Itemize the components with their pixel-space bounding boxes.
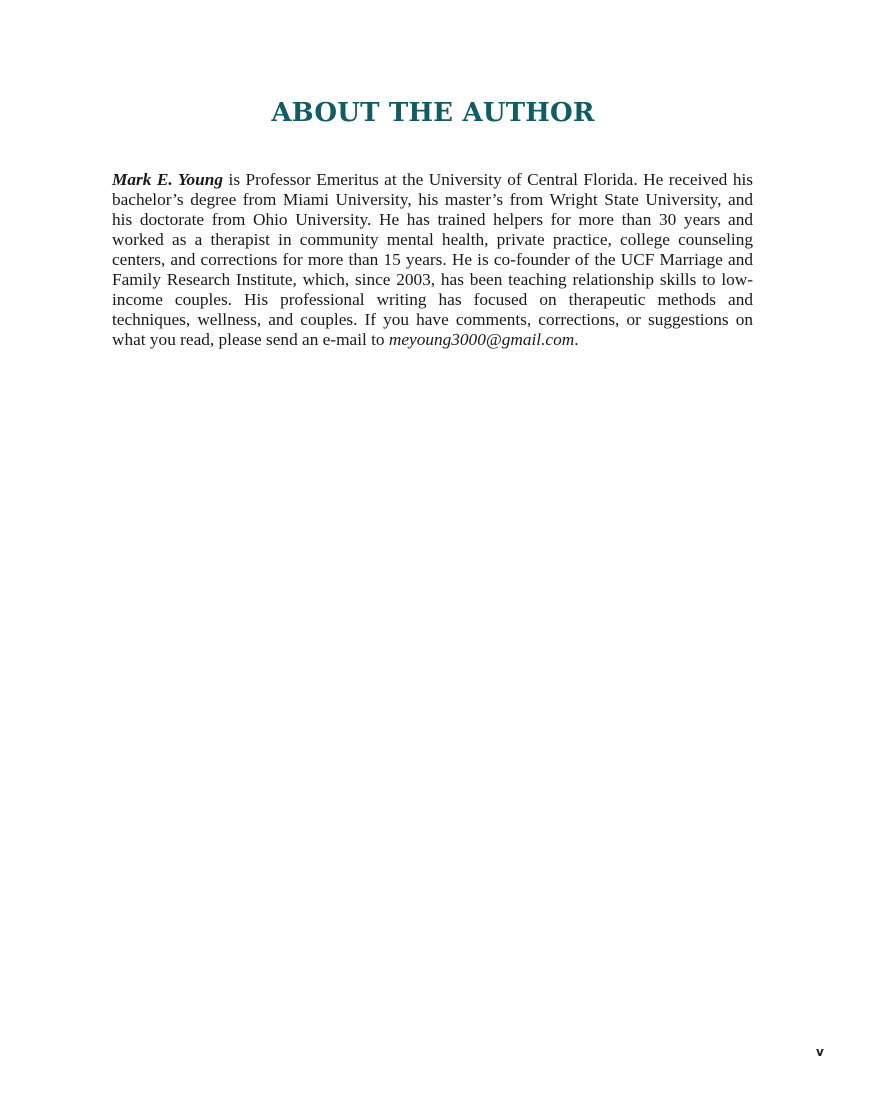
page-number: v bbox=[816, 1045, 824, 1059]
page-title: ABOUT THE AUTHOR bbox=[271, 98, 595, 128]
author-name: Mark E. Young bbox=[112, 170, 224, 189]
bio-text: is Professor Emeritus at the University of Central Florida. He received his bachelor’s degree from Miami University, his master’s from Wright State University, and his doctorate from Ohio University. He has trained helpers for more than 30 years and worked as a therapist in community mental health, private practice, college counseling centers, and corrections for more than 15 years. He is co-founder of the UCF Marriage and Family Research Institute, which, since 2003, has been teaching relationship skills to low-income couples. His professional writing has focused on therapeutic methods and techniques, wellness, and couples. If you have comments, corrections, or suggestions on what you read, please send an e-mail to bbox=[112, 170, 753, 349]
bio-end-punctuation: . bbox=[574, 330, 579, 349]
author-email: meyoung3000@gmail.com bbox=[388, 330, 575, 349]
author-bio bbox=[112, 170, 753, 350]
